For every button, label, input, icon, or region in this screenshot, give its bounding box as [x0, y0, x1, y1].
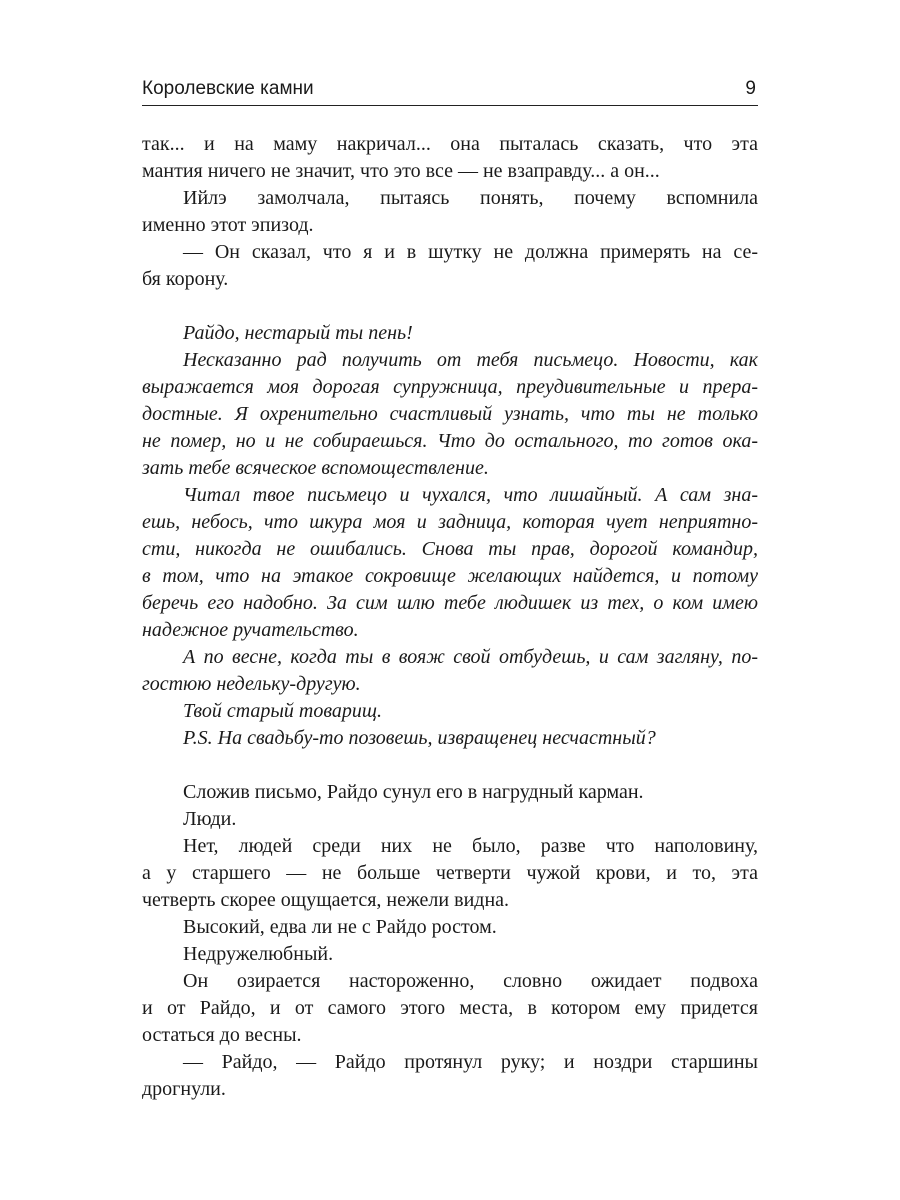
- page-number: 9: [745, 78, 756, 99]
- paragraph: Высокий, едва ли не с Райдо ростом.: [183, 916, 497, 938]
- letter-line: не помер, но и не собираешься. Что до остального, то готов ока-: [142, 430, 758, 452]
- text-line: мантия ничего не значит, что это все — не взаправду... а он...: [142, 160, 660, 182]
- paragraph-line: а у старшего — не больше четверти чужой крови, и то, эта: [142, 862, 758, 884]
- paragraph: Он озирается настороженно, словно ожидает подвоха: [183, 970, 758, 992]
- paragraph-line: четверть скорее ощущается, нежели видна.: [142, 889, 510, 911]
- paragraph-continued-end: [142, 158, 758, 185]
- letter-line: зать тебе всяческое вспомоществление.: [142, 457, 489, 479]
- letter-line: Несказанно рад получить от тебя письмецо. Новости, как: [183, 349, 758, 371]
- paragraph: Люди.: [183, 808, 237, 830]
- paragraph-line: остаться до весны.: [142, 1024, 302, 1046]
- running-header: [142, 74, 758, 104]
- book-title: Королевские камни: [142, 78, 314, 99]
- section-gap: [142, 293, 758, 320]
- paragraph-end: [142, 212, 758, 239]
- letter-line: А по весне, когда ты в вояж свой отбудешь, и сам загляну, по-: [183, 646, 758, 668]
- text-line: — Он сказал, что я и в шутку не должна примерять на се-: [183, 241, 758, 263]
- letter-salutation: Райдо, нестарый ты пень!: [183, 322, 413, 344]
- text-line: именно этот эпизод.: [142, 214, 314, 236]
- paragraph: Нет, людей среди них не было, разве что наполовину,: [183, 835, 758, 857]
- dialogue-line: — Райдо, — Райдо протянул руку; и ноздри старшины: [183, 1051, 758, 1073]
- header-rule: [142, 105, 758, 106]
- letter-signature: Твой старый товарищ.: [183, 700, 383, 722]
- text-line: так... и на маму накричал... она пыталась сказать, что эта: [142, 133, 758, 155]
- text-line: бя корону.: [142, 268, 229, 290]
- paragraph: Недружелюбный.: [183, 943, 334, 965]
- dialogue-line: [142, 239, 758, 266]
- letter-line: ешь, небось, что шкура моя и задница, которая чует неприятно-: [142, 511, 758, 533]
- section-gap: [142, 752, 758, 779]
- letter-postscript: P.S. На свадьбу-то позовешь, извращенец несчастный?: [183, 727, 656, 749]
- page-body: [142, 131, 758, 1103]
- letter-line: Читал твое письмецо и чухался, что лишайный. А сам зна-: [183, 484, 758, 506]
- letter-line: в том, что на этакое сокровище желающих найдется, и потому: [142, 565, 758, 587]
- letter-line: сти, никогда не ошибались. Снова ты прав, дорогой командир,: [142, 538, 758, 560]
- paragraph: Сложив письмо, Райдо сунул его в нагрудный карман.: [183, 781, 644, 803]
- paragraph: [142, 185, 758, 212]
- text-line: Ийлэ замолчала, пытаясь понять, почему вспомнила: [183, 187, 758, 209]
- letter-line: беречь его надобно. За сим шлю тебе людишек из тех, о ком имею: [142, 592, 758, 614]
- dialogue-line-end: [142, 266, 758, 293]
- paragraph-continued: [142, 131, 758, 158]
- letter: [142, 320, 758, 752]
- paragraph-line: и от Райдо, и от самого этого места, в котором ему придется: [142, 997, 758, 1019]
- letter-line: гостюю недельку-другую.: [142, 673, 361, 695]
- dialogue-line: дрогнули.: [142, 1078, 226, 1100]
- letter-line: надежное ручательство.: [142, 619, 359, 641]
- letter-line: достные. Я охренительно счастливый узнать, что ты не только: [142, 403, 758, 425]
- letter-line: выражается моя дорогая супружница, преудивительные и прера-: [142, 376, 758, 398]
